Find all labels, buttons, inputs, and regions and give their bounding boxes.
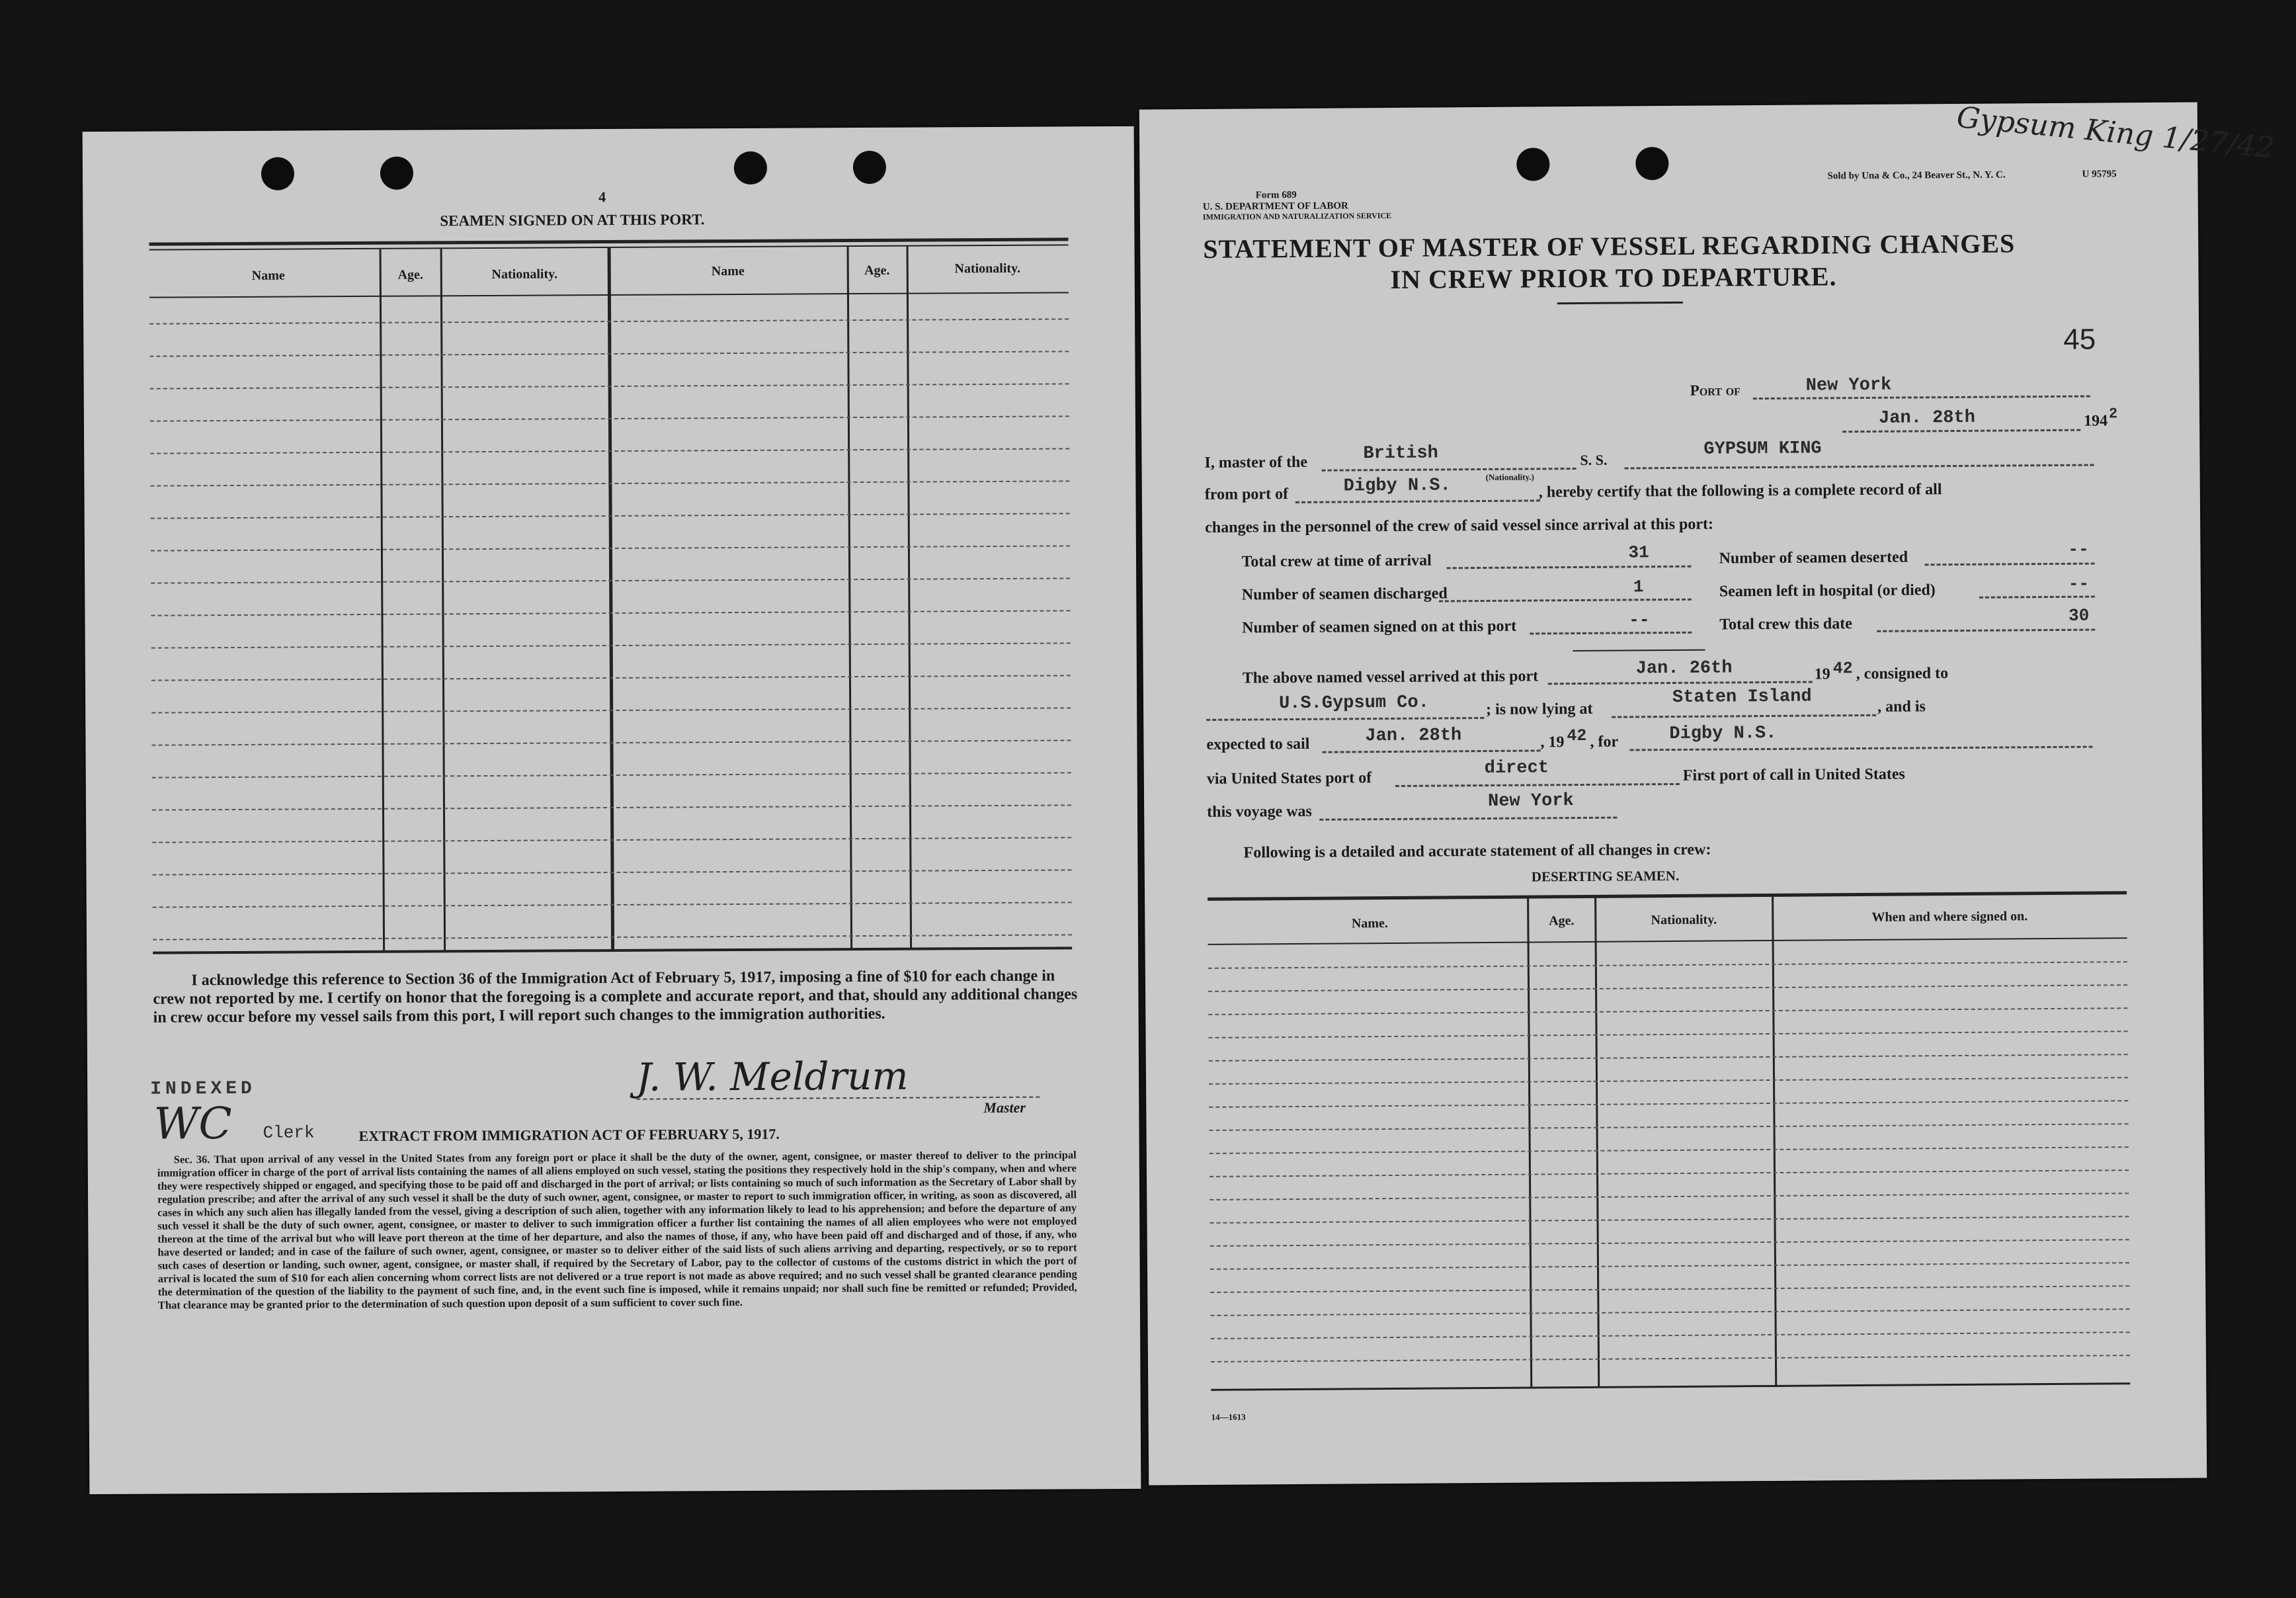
punch-hole (734, 151, 767, 185)
table-row (1208, 1007, 2127, 1015)
department-line: U. S. DEPARTMENT OF LABOR (1202, 200, 1348, 212)
port-label: Port of (1690, 382, 1741, 399)
column-header: Nationality. (1651, 912, 1717, 928)
voyage-label: this voyage was (1207, 802, 1312, 821)
punch-hole (380, 157, 413, 190)
form-number: Form 689 (1255, 189, 1297, 201)
date-year: 2 (2108, 405, 2118, 423)
stat-field-line (1979, 596, 2095, 599)
stat-value: 1 (1633, 577, 1644, 597)
indexed-stamp: INDEXED (150, 1078, 256, 1100)
stat-label: Number of seamen signed on at this port (1242, 617, 1517, 637)
sail-date: Jan. 28th (1365, 726, 1462, 747)
arrived-year: 42 (1832, 659, 1853, 679)
table-row (1210, 1239, 2129, 1247)
from-port-field-line (1295, 499, 1540, 503)
extract-heading: EXTRACT FROM IMMIGRATION ACT OF FEBRUARY 5, 1917. (358, 1125, 780, 1145)
sheet-number: 45 (2063, 323, 2096, 356)
table-row (1210, 1308, 2129, 1316)
port-field-line (1753, 396, 2090, 400)
for-field-line (1630, 746, 2093, 751)
header-rule (1208, 937, 2127, 945)
right-page (1139, 100, 2276, 1485)
left-page (83, 126, 1141, 1494)
column-header: Nationality. (954, 261, 1020, 276)
lying-label: ; is now lying at (1486, 700, 1593, 718)
table-row (1210, 1193, 2129, 1200)
page-number: 4 (598, 189, 606, 206)
table-row (1209, 1100, 2128, 1108)
footer-code: 14—1613 (1211, 1411, 1246, 1422)
col-divider (1772, 897, 1777, 1386)
stat-label: Seamen left in hospital (or died) (1719, 581, 1936, 601)
master-of-label: I, master of the (1204, 453, 1308, 472)
vessel-field-line (1625, 464, 2094, 470)
table-top-rule (1208, 891, 2127, 901)
via-label: via United States port of (1206, 769, 1372, 788)
column-header: Name (251, 268, 285, 283)
table-bottom-rule (1211, 1382, 2130, 1391)
punch-hole (1516, 147, 1549, 181)
table-row (1208, 961, 2127, 969)
column-header: Name (711, 263, 745, 279)
stat-label: Number of seamen deserted (1719, 548, 1908, 568)
punch-hole (1635, 147, 1668, 180)
stat-value: -- (2068, 573, 2090, 594)
sail-date-field-line (1323, 749, 1541, 753)
punch-hole (853, 151, 886, 184)
clerk-initials: WC (153, 1098, 233, 1150)
stat-field-line (1447, 566, 1692, 569)
stat-label: Total crew this date (1719, 615, 1852, 634)
sail-year-prefix: , 19 (1540, 734, 1565, 751)
column-header: Age. (1549, 913, 1575, 929)
table-row (1209, 1054, 2128, 1062)
voyage-field-line (1319, 817, 1617, 821)
column-header: Age. (864, 263, 890, 278)
from-port-label: from port of (1204, 485, 1289, 503)
clerk-label: Clerk (263, 1122, 315, 1143)
stat-value: -- (1629, 610, 1650, 630)
table-row (1210, 1285, 2129, 1293)
acknowledgement-text: I acknowledge this reference to Section 36 of the Immigration Act of February 5, 1917, imposing a fine of $10 for each change in crew not reported by me. I certify on honor that the foregoing is a complete and accurate report, and that, should any additional changes in crew occur before my vessel sails from this port, I will report such changes to the immigration authorities. (153, 967, 1078, 1027)
consignee-value: U.S.Gypsum Co. (1278, 693, 1429, 714)
col-divider (1594, 898, 1600, 1388)
stat-value: 30 (2069, 605, 2090, 626)
via-value: direct (1484, 758, 1549, 778)
section-heading: SEAMEN SIGNED ON AT THIS PORT. (440, 211, 705, 230)
column-header: Name. (1351, 916, 1388, 931)
arrived-label: The above named vessel arrived at this port (1242, 667, 1539, 687)
stat-field-line (1439, 599, 1692, 603)
publisher-code: U 95795 (2082, 169, 2117, 180)
nationality-caption: (Nationality.) (1485, 472, 1535, 482)
sail-year: 42 (1567, 726, 1587, 746)
column-header: Age. (397, 267, 423, 282)
table-row (1210, 1146, 2129, 1154)
for-value: Digby N.S. (1669, 723, 1777, 745)
stat-value: 31 (1628, 542, 1649, 563)
first-port-label: First port of call in United States (1682, 765, 1905, 784)
nationality-value: British (1363, 443, 1438, 464)
changes-text: changes in the personnel of the crew of said vessel since arrival at this port: (1205, 515, 1714, 536)
table-row (1208, 984, 2127, 992)
certify-text: , hereby certify that the following is a complete record of all (1538, 481, 1942, 501)
ss-label: S. S. (1580, 451, 1608, 468)
table-row (1209, 1030, 2128, 1038)
table-row-lines (83, 126, 1134, 132)
table-row (1210, 1169, 2129, 1177)
stat-value: -- (2068, 539, 2089, 560)
table-row (1210, 1123, 2129, 1131)
statute-text: Sec. 36. That upon arrival of any vessel in the United States from any foreign port or place it shall be the duty of the owner, agent, consignee, or master thereof to deliver to the principal immigration officer in charge of the port of arrival lists containing the names of all aliens employed on such vessel, stating the positions they respectively hold in the ship's company, when and where they were respectively shipped or engaged, and specifying those to be paid off and discharged in the port of arrival; or lists containing so much of such information as the Secretary of Labor shall by regulation prescribe; and after the arrival of any such vessel it shall be the duty of such owner, agent, consignee, or master to report to such immigration officer, in writing, as soon as discovered, all cases in which any such alien has illegally landed from the vessel, giving a description of such alien, together with any information likely to lead to his apprehension; and before the departure of any such vessel it shall be the duty of such owner, agent, consignee, or master to deliver to such immigration officer a further list containing the names of all alien employees who were not employed thereon at the time of the arrival but who will leave port thereon at the time of her departure, and also the names of those, if any, who have been paid off and discharged and of those, if any, who have deserted or landed; and in case of the failure of such owner, agent, consignee, or master so to deliver either of the said lists of such aliens arriving and departing, respectively, or so to report such cases of desertion or landing, such owner, agent, consignee, or master shall, if required by the Secretary of Labor, pay to the collector of customs of the customs district in which the port of arrival is located the sum of $10 for each alien concerning whom correct lists are not delivered or a true report is not made as above required; and no such vessel shall be granted clearance pending the determination of the question of the liability to the payment of such fine, and, in the event such fine is imposed, while it remains unpaid; nor shall such fine be remitted or refunded; Provided, That clearance may be granted prior to the determination of such question upon deposit of a sum sufficient to cover such fine. (157, 1148, 1077, 1312)
arrived-year-prefix: 19 (1814, 665, 1830, 683)
consignee-field-line (1206, 717, 1484, 721)
table-row (1209, 1077, 2128, 1085)
col-divider (1527, 899, 1532, 1388)
lying-value: Staten Island (1672, 687, 1812, 708)
table-row (1211, 1355, 2130, 1363)
document-title-line1: STATEMENT OF MASTER OF VESSEL REGARDING CHANGES (1203, 228, 2016, 264)
from-port-value: Digby N.S. (1343, 476, 1451, 497)
nationality-field-line (1322, 468, 1577, 472)
document-title-line2: IN CREW PRIOR TO DEPARTURE. (1390, 261, 1837, 294)
port-value: New York (1805, 375, 1892, 396)
consigned-label: , consigned to (1856, 665, 1949, 683)
master-signature: J. W. Meldrum (636, 1053, 909, 1100)
and-is-text: , and is (1877, 698, 1926, 716)
punch-hole (261, 157, 294, 190)
date-field-line (1842, 429, 2080, 433)
stat-field-line (1925, 563, 2095, 566)
stats-divider (1573, 650, 1705, 652)
via-field-line (1395, 783, 1680, 787)
publisher-note: Sold by Una & Co., 24 Beaver St., N. Y. C. (1827, 169, 2006, 182)
arrived-field-line (1548, 681, 1813, 685)
master-label: Master (983, 1099, 1026, 1116)
stat-label: Number of seamen discharged (1241, 585, 1448, 604)
date-year-prefix: 194 (2083, 412, 2108, 430)
arrived-value: Jan. 26th (1635, 658, 1733, 679)
table-row (1210, 1216, 2129, 1224)
following-text: Following is a detailed and accurate statement of all changes in crew: (1243, 841, 1711, 862)
table-row (1210, 1262, 2129, 1270)
vessel-name: GYPSUM KING (1703, 439, 1822, 460)
column-header: Nationality. (491, 267, 558, 282)
handwritten-annotation: Gypsum King 1/27/42 (1955, 100, 2276, 165)
deserting-heading: DESERTING SEAMEN. (1531, 867, 1680, 885)
stat-label: Total crew at time of arrival (1241, 552, 1432, 571)
stat-field-line (1530, 632, 1692, 635)
date-value: Jan. 28th (1878, 407, 1975, 429)
voyage-value: New York (1487, 791, 1574, 812)
title-rule (1557, 302, 1683, 304)
stat-field-line (1877, 629, 2095, 632)
for-label: , for (1590, 733, 1619, 751)
lying-field-line (1612, 714, 1876, 718)
service-line: IMMIGRATION AND NATURALIZATION SERVICE (1202, 210, 1392, 222)
column-header: When and where signed on. (1871, 909, 2028, 925)
table-row (1211, 1331, 2130, 1339)
expected-label: expected to sail (1206, 735, 1310, 753)
